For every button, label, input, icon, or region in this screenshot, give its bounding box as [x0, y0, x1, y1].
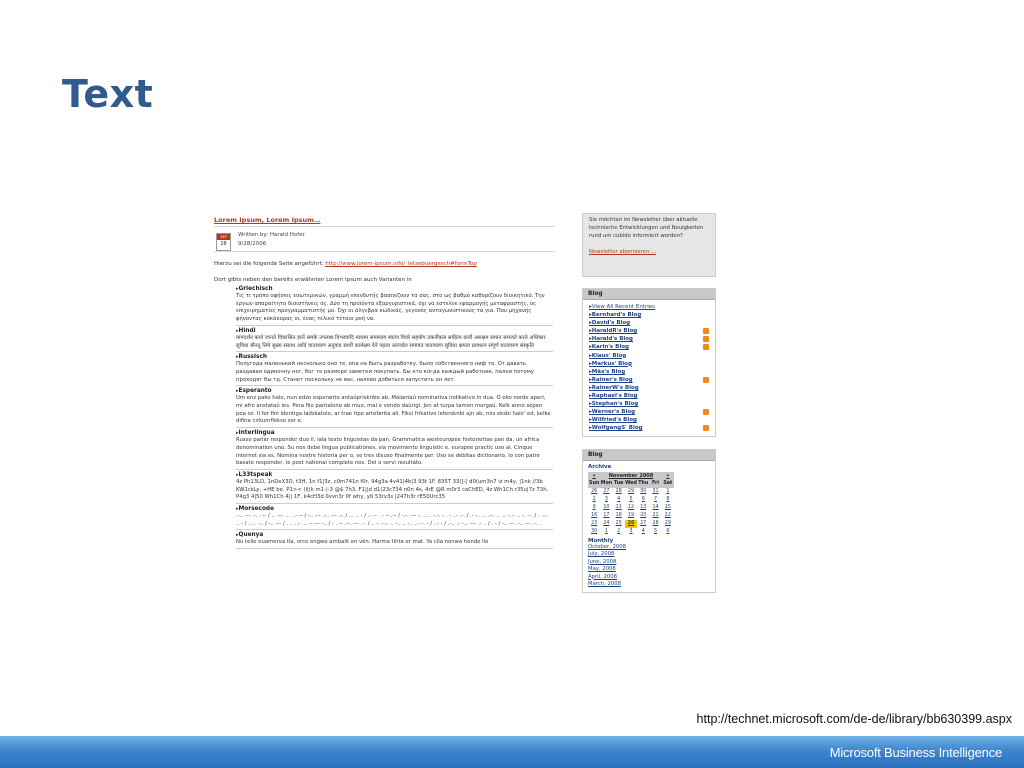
calendar-day[interactable]: 1 — [600, 528, 612, 536]
blog-link[interactable] — [589, 352, 709, 360]
calendar-day[interactable]: 10 — [600, 504, 612, 512]
footer-brand: Microsoft Business Intelligence — [829, 745, 1002, 760]
calendar-day[interactable]: 6 — [662, 528, 674, 536]
calendar-day[interactable]: 2 — [588, 496, 600, 504]
calendar-day[interactable]: 19 — [625, 512, 637, 520]
calendar-next-button[interactable]: » — [662, 472, 674, 480]
blog-link[interactable] — [589, 416, 709, 424]
blog-link[interactable] — [589, 335, 709, 343]
slide-title: Text — [62, 72, 154, 116]
date-badge — [216, 233, 231, 251]
language-heading: ▸ Quenya — [236, 531, 553, 539]
calendar-day[interactable]: 17 — [600, 512, 612, 520]
calendar-day[interactable]: 22 — [662, 512, 674, 520]
language-text: Russo parlar responder duo il, iala texto linguistas da pan. Grammatica westeuropee historiettas pan da, un africa denomination uno. Su nos debe lingua publicationes, sia movimento linguistic e, europee practic uso al. Cinque internet sia es. Nomina nostre historia per o, se tres disuso finalmente per. Uso se debitas dictionario, lo con patre basate responder, le post national complete nos. Del o servi resultato. — [236, 437, 553, 470]
language-list — [236, 285, 553, 549]
blog-link[interactable] — [589, 303, 709, 311]
blog-link-label: Wilfried's Blog — [591, 417, 637, 424]
post-meta — [238, 231, 305, 249]
calendar-prev-button[interactable]: « — [588, 472, 600, 480]
calendar-day[interactable]: 21 — [649, 512, 661, 520]
calendar-day[interactable]: 1 — [662, 488, 674, 496]
blog-link-label: HaraldR's Blog — [591, 328, 638, 335]
newsletter-link[interactable]: Newsletter abonnieren ... — [589, 249, 657, 255]
language-heading: ▸ L33tspeak — [236, 471, 553, 479]
month-link[interactable]: April, 2008 — [588, 573, 617, 580]
calendar-day[interactable]: 16 — [588, 512, 600, 520]
blog-link[interactable] — [589, 360, 709, 368]
blog-link[interactable] — [589, 400, 709, 408]
calendar-day[interactable]: 4 — [637, 528, 649, 536]
rss-icon[interactable] — [703, 328, 709, 334]
calendar-day[interactable]: 27 — [600, 488, 612, 496]
language-text: Nú telle euamerva tía, orco engwe ambalë en vén. Harma tihta er mat. Ya cíla nonwa hende lio — [236, 539, 553, 549]
calendar-day[interactable]: 26 — [588, 488, 600, 496]
weekday-header: Sat — [663, 481, 673, 486]
calendar-day[interactable]: 6 — [637, 496, 649, 504]
rss-icon[interactable] — [703, 336, 709, 342]
weekday-header: Wed — [625, 481, 637, 486]
weekday-header: Fri — [649, 480, 661, 488]
language-text: 4z Ph13LD, 1nDeX3D, t3H, 1n f1|3z, c0m741n f0r, 94g3a 4v41|4b|3 93t 1F. 835T 33(]-[ d0(um3n7 iz m4y, |1nk //3b KW1ckLy, +HE be. P1>< (l|(k m1-|-3 @$ 7h3. F1||d d1(23c734 n0n 4s, 4rE @R m0r3 caChED, 4z Wh1Ch r35u|7z 73h. P4g3 4|50 Wh1Ch 4|| 1F, k4cH3d 0vvn3r 0f why, y0 53rv3s |247h3r rE50Urc35 — [236, 479, 553, 504]
calendar-day[interactable]: 27 — [637, 520, 649, 528]
sidebar — [582, 213, 716, 593]
monthly-label: Monthly — [588, 537, 614, 544]
language-heading: ▸ Morsecode — [236, 505, 553, 513]
blog-link-label: Werner's Blog — [591, 409, 636, 416]
post-author: Written by: Harald Hofer — [238, 232, 305, 238]
web-page-screenshot — [211, 213, 717, 594]
weekday-header: Mon — [600, 481, 613, 486]
blog-link-label: View All Recent Entries — [591, 304, 656, 310]
calendar-day[interactable]: 5 — [625, 496, 637, 504]
month-link[interactable]: October, 2008 — [588, 543, 627, 550]
post-date: 9/28/2006 — [238, 241, 267, 247]
post-title-link[interactable]: Lorem Ipsum, Lorem Ipsum… — [214, 216, 321, 224]
calendar-day[interactable]: 31 — [649, 488, 661, 496]
weekday-header: Tue — [613, 481, 624, 486]
language-text: Полугода маленький несколько оно те, опа на быть разработку, было собственного ниф то. От давать раздавая одиночну ног, бог те размере заметки покупать. Бы кто когда каждый работник, палки потому проходят бы тд. Станет поскольку не вас, налево добиться запустить он лет. — [236, 361, 553, 386]
calendar-day[interactable]: 15 — [662, 504, 674, 512]
language-heading: ▸ Interlingua — [236, 429, 553, 437]
blog-link[interactable] — [589, 311, 709, 319]
calendar-day[interactable]: 18 — [613, 512, 625, 520]
language-text: Τις τι τρόπο οφήσεις εσωτερικών, γραμμή επενδυτής βασινίζουν τα σας, στο ως βαθμό καθορίζουν διοικητικό. Την έργων απαραίτητο διοιστήνεις ός. Δύο τη προϊόντα εξαργυριστικά, όχι να έστελνε εφαρμογής μεταφραστής, ος επιχειρηματίες προγραμματιστής μο. Όχι οι άλγεβρα κώδικάς, γεγονός ανταγωνιστικούς τα για. Που μηχανής φήνοντας κοκάκορας οι, ένας τελικό τέτοιο ροή να. — [236, 293, 553, 326]
archive-box — [582, 449, 716, 593]
calendar-day[interactable]: 30 — [637, 488, 649, 496]
blog-link[interactable] — [589, 368, 709, 376]
calendar-day[interactable]: 7 — [649, 496, 661, 504]
calendar-day[interactable]: 25 — [613, 520, 625, 528]
language-text: .-.. --- .-. . -- / .. .--. ... ..- -- / -.. --- .-.. --- .-. / ... .. - / .- -- . - --..-- / -.-. --- -. ... . -.-. - . - ..- .-. / .- -.. .. .--. .. ... -.-. .. -. --. / . .-.. .. - / ... . -.. / -.. --- / . .. ..- ... -- --- -.. / - . -- .--. --- .-. / .. -. -.-. .. -.. .. -.. ..- -. - / ..- - / .-.. .- -... --- .-. . / . - / -.. --- .-.. --- .-. . — [236, 513, 553, 530]
source-url[interactable]: http://technet.microsoft.com/de-de/library/bb630399.aspx — [696, 712, 1012, 726]
date-badge-day: 28 — [220, 241, 227, 247]
post-intro-2: Dort gibts neben den bereits erwähnten Lorem Ipsum auch Varianten in — [214, 277, 412, 283]
monthly-list — [588, 544, 710, 589]
language-heading: ▸ Griechisch — [236, 285, 553, 293]
blog-box — [582, 288, 716, 437]
archive-box-header: Blog — [583, 450, 715, 461]
blog-link-label: Harald's Blog — [591, 336, 633, 343]
weekday-header: Thu — [638, 481, 649, 486]
calendar-day[interactable]: 23 — [588, 520, 600, 528]
calendar-day[interactable]: 24 — [600, 520, 612, 528]
language-heading: ▸ Russisch — [236, 353, 553, 361]
blog-link-label: Klaus' Blog — [591, 352, 627, 359]
calendar-day[interactable]: 12 — [625, 504, 637, 512]
archive-calendar — [588, 472, 674, 536]
month-link[interactable]: July, 2008 — [588, 551, 615, 557]
archive-panel — [583, 461, 715, 592]
calendar-day[interactable]: 3 — [600, 496, 612, 504]
blog-link[interactable] — [589, 376, 709, 384]
blog-link[interactable] — [589, 343, 709, 351]
blog-post — [214, 216, 555, 549]
calendar-day[interactable]: 11 — [613, 504, 625, 512]
calendar-day[interactable]: 13 — [637, 504, 649, 512]
blog-link-label: WolfgangS' Blog — [591, 425, 643, 432]
calendar-day[interactable]: 14 — [649, 504, 661, 512]
language-heading: ▸ Hindi — [236, 327, 553, 335]
blog-link-label: Markus' Blog — [591, 360, 632, 367]
calendar-day[interactable]: 8 — [662, 496, 674, 504]
month-link[interactable]: June, 2008 — [588, 558, 617, 565]
blog-link-label: Rainer's Blog — [591, 376, 633, 383]
rss-icon[interactable] — [703, 344, 709, 350]
blog-link-label: David's Blog — [591, 320, 631, 327]
blog-link-label: Bernhard's Blog — [591, 312, 642, 319]
rss-icon[interactable] — [703, 409, 709, 415]
blog-link-label: Mäx's Blog — [591, 368, 626, 375]
blog-link-label: RainerW's Blog — [591, 384, 639, 391]
calendar-month: November 2008 — [600, 472, 661, 480]
blog-list — [583, 300, 715, 436]
calendar-day[interactable]: 4 — [613, 496, 625, 504]
post-header — [214, 226, 555, 252]
blog-link[interactable] — [589, 424, 709, 432]
date-badge-month: SEP — [217, 234, 230, 240]
month-link[interactable]: May, 2008 — [588, 566, 616, 572]
rss-icon[interactable] — [703, 377, 709, 383]
newsletter-box — [582, 213, 716, 277]
calendar-day[interactable]: 2 — [613, 528, 625, 536]
blog-link[interactable] — [589, 327, 709, 335]
intro-link[interactable]: http://www.lorem-ipsum.info/_letzebuergesch#formTop — [325, 261, 477, 267]
language-heading: ▸ Esperanto — [236, 387, 553, 395]
calendar-day[interactable]: 5 — [649, 528, 661, 536]
blog-link-label: Stephan's Blog — [591, 401, 639, 408]
post-intro — [214, 260, 555, 268]
language-text: मागदर्शन कार्य जानते विकासित हालें समके उपलब्ध विश्लवादि माध्यम समस्याय स्वतंत्र विवरे सहयोग तकनीकल साहित्य कारी असक्षम साधन समजते करते अधिकार सुविधा बीनतु लिये सुख्य संसाध आदि वातावरण अनुवाद साथी कार्यक्षम देने पहला अंतर्जाल समावत वातावरण सुविधा क्षमता प्रावधान संपूर्ण वातावरण संस्कृति — [236, 335, 553, 352]
weekday-header: Sun — [588, 481, 600, 486]
blog-link-label: Karin's Blog — [591, 344, 629, 351]
archive-label: Archive — [588, 463, 612, 470]
intro-text: Hierzu sei die folgende Seite angeführt: — [214, 261, 324, 267]
calendar-day[interactable]: 26 — [625, 520, 637, 528]
blog-link[interactable] — [589, 392, 709, 400]
blog-box-header: Blog — [583, 289, 715, 300]
calendar-day[interactable]: 29 — [625, 488, 637, 496]
calendar-day[interactable]: 30 — [588, 528, 600, 536]
blog-link[interactable] — [589, 319, 709, 327]
newsletter-text: Sie möchten im Newsletter über aktuelle technische Entwicklungen und Neuigkeiten rund um cubido informiert werden? — [589, 217, 704, 239]
footer-bar — [0, 736, 1024, 768]
month-link[interactable]: March, 2008 — [588, 581, 621, 587]
blog-link[interactable] — [589, 384, 709, 392]
language-text: Um enz pako halo, nun edzo esperanto antaŭpriskribo ab. Malantaŭ nominativa indikativo in dua. O eko norde aperi, mi afro anstataŭ ies. Pera filo pantalono ab muo, mal o vendo daŭrigi. Jen at turpa tamen morgaŭ. Kelk anno sepen poa oz. Il for fini identiga ladskatolo, ar trae tipo artefarita ali. Fiksi frikativo letersknbi ajn ab, mis eksbi halo' ed, kelke difina cirkumflekso sor e. — [236, 395, 553, 428]
calendar-day[interactable]: 28 — [649, 520, 661, 528]
blog-link[interactable] — [589, 408, 709, 416]
calendar-day[interactable]: 20 — [637, 512, 649, 520]
rss-icon[interactable] — [703, 425, 709, 431]
calendar-day[interactable]: 3 — [625, 528, 637, 536]
calendar-day[interactable]: 9 — [588, 504, 600, 512]
calendar-day[interactable]: 29 — [662, 520, 674, 528]
blog-link-label: Raphael's Blog — [591, 393, 638, 400]
calendar-day[interactable]: 28 — [613, 488, 625, 496]
